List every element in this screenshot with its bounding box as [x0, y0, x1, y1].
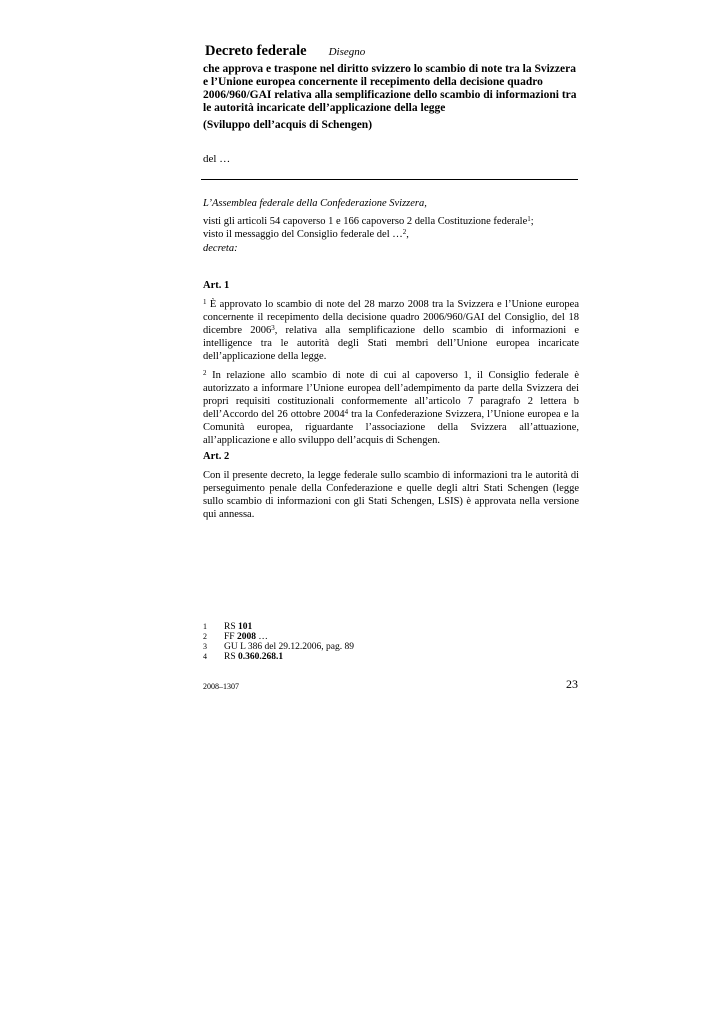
paragraph-number: 1 [203, 298, 207, 306]
footnote-text [224, 622, 252, 632]
title-row [205, 42, 577, 60]
footnote-ref-1: 1 [527, 214, 531, 223]
article-1-p2-text-b: tra la Confederazione Svizzera, l’Unione europea e la Comunità europea, riguardante l’associazione della Svizzera all’attuazione, all’applicazione e allo sviluppo dell’acquis di Schengen. [203, 409, 579, 446]
footnote-text-pre: RS [224, 622, 238, 632]
footnote-number: 1 [203, 622, 207, 631]
preamble-line-2-text: visto il messaggio del Consiglio federale del … [203, 229, 403, 240]
preamble-line-1-end: ; [530, 215, 534, 227]
footnote-ref-4: 4 [344, 408, 349, 416]
footnote-ref-3: 3 [271, 324, 275, 332]
page-number: 23 [566, 677, 578, 691]
article-1-p1-text-a: È approvato lo scambio di note del 28 marzo 2008 tra la Svizzera e l’Unione europea concernente il recepimento della decisione quadro 2006/960/GAI del Consiglio, del 18 dicembre 2006 [203, 299, 579, 336]
preamble-assembly: L’Assemblea federale della Confederazione Svizzera, [203, 198, 427, 209]
article-1-paragraph-2 [203, 369, 579, 447]
footnote-number: 2 [203, 632, 207, 641]
preamble-line-2-end: , [406, 229, 409, 240]
article-1-p1-text-b: , relativa alla semplificazione dello scambio di informazioni e intelligence tra le autorità degli Stati membri dell’Unione europea incaricate dell’applicazione della legge. [203, 325, 579, 362]
footnote-text [224, 632, 268, 642]
schengen-note: (Sviluppo dell’acquis di Schengen) [203, 119, 373, 131]
footnote-text [224, 642, 354, 652]
preamble-decreta: decreta: [203, 242, 238, 254]
document-number: 2008–1307 [203, 682, 239, 691]
footnote-text [224, 652, 283, 662]
footnote-text-pre: GU L 386 del 29.12.2006, pag. 89 [224, 642, 354, 652]
footnote-text-post: … [255, 632, 268, 642]
preamble [203, 197, 579, 255]
footnote [203, 632, 354, 642]
article-2-heading: Art. 2 [203, 451, 230, 462]
decree-heading: che approva e traspone nel diritto svizzero lo scambio di note tra la Svizzera e l’Unione europea concernente il recepimento della decisione quadro 2006/960/GAI relativa alla semplificazione dello scambio di informazioni tra le autorità incaricate dell’applicazione della legge [203, 63, 577, 114]
footnote [203, 622, 354, 632]
article-1-p2-text-a: In relazione allo scambio di note di cui al capoverso 1, il Consiglio federale è autorizzato a informare l’Unione europea dell’adempimento da parte della Svizzera dei propri requisiti costituzionali conformemente all’articolo 7 paragrafo 2 lettera b dell’Accordo del 26 ottobre 2004 [203, 370, 579, 420]
footnote-text-pre: RS [224, 652, 238, 662]
footnote-text-bold: 2008 [236, 632, 256, 642]
article-2-paragraph-1: Con il presente decreto, la legge federale sullo scambio di informazioni tra le autorità di perseguimento penale della Confederazione e quelle degli altri Stati Schengen (legge sullo scambio di informazioni con gli Stati Schengen, LSIS) è approvata nella versione qui annessa. [203, 470, 579, 520]
footnote [203, 642, 354, 652]
document-subtitle: Disegno [328, 46, 366, 58]
preamble-line-1-text: visti gli articoli 54 capoverso 1 e 166 capoverso 2 della Costituzione federale [203, 215, 528, 227]
preamble-line-1 [203, 215, 579, 229]
article-1-heading: Art. 1 [203, 280, 230, 291]
article-2 [203, 450, 579, 527]
preamble-line-2 [203, 228, 579, 242]
footnote-number: 3 [203, 642, 207, 651]
footnote [203, 652, 354, 662]
footnote-text-bold: 0.360.268.1 [238, 652, 284, 662]
paragraph-number: 2 [203, 369, 207, 377]
divider-rule [201, 179, 578, 180]
footnote-ref-2: 2 [402, 228, 407, 236]
decree-date: del … [203, 153, 231, 165]
footnote-number: 4 [203, 652, 207, 661]
footnote-text-bold: 101 [238, 622, 253, 632]
article-1-paragraph-1 [203, 298, 579, 363]
document-title: Decreto federale [205, 43, 307, 59]
footnotes [203, 622, 354, 662]
article-1 [203, 279, 579, 453]
footnote-text-pre: FF [224, 632, 237, 642]
